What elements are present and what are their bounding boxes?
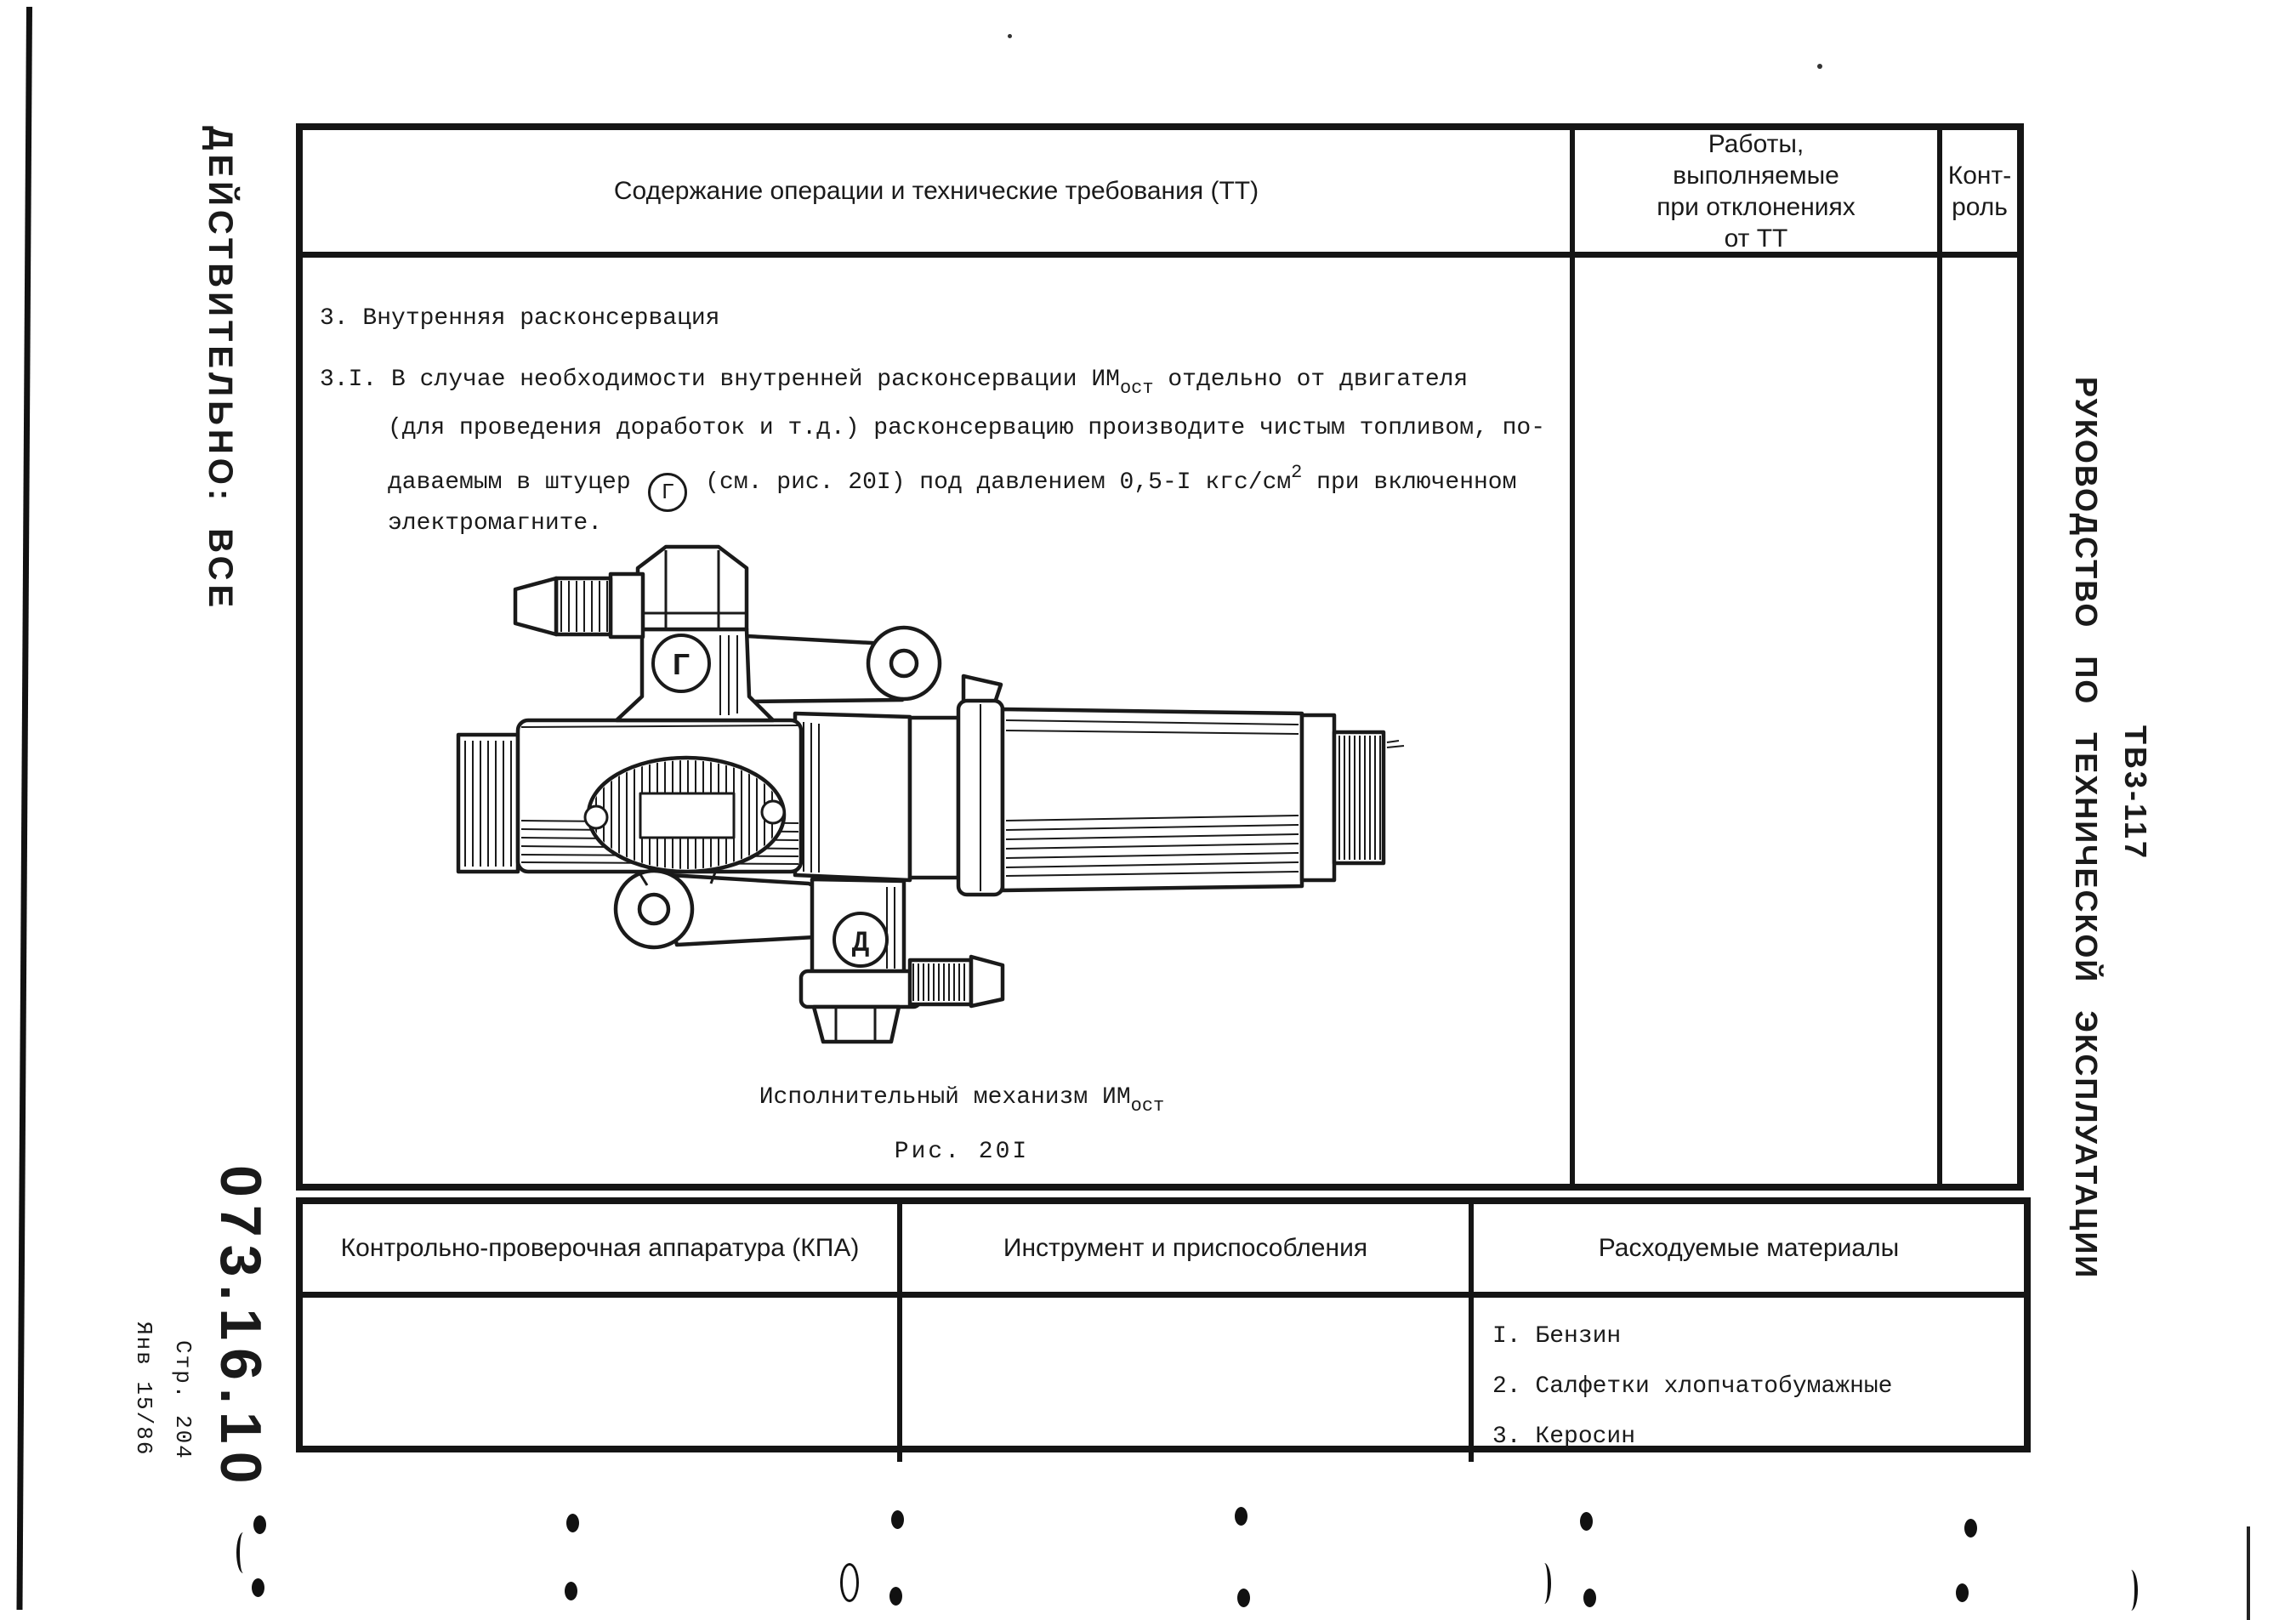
scan-speck — [1817, 64, 1822, 69]
scan-edge-line — [16, 7, 32, 1610]
deviations-line3: при отклонениях — [1657, 192, 1856, 221]
port-label-g: Г — [672, 649, 691, 684]
figure-caption-subscript: ост — [1130, 1095, 1165, 1117]
registration-dot — [566, 1514, 579, 1532]
registration-dot — [1964, 1519, 1977, 1538]
registration-dot — [891, 1510, 904, 1529]
kpa-cell-empty — [303, 1298, 902, 1462]
col-header-deviations — [1575, 130, 1942, 258]
fitting-g-reference: Г — [648, 473, 687, 512]
col-header-control — [1942, 130, 2017, 258]
scan-speck — [1008, 34, 1012, 38]
engine-model: ТВ3-117 — [2118, 725, 2153, 861]
port-label-d: Д — [851, 928, 870, 960]
registration-dot — [1580, 1512, 1593, 1531]
bottom-table — [296, 1197, 2031, 1452]
col-header-operations-text: Содержание операции и технические требования (ТТ) — [613, 177, 1259, 205]
deviations-line2: выполняемые — [1673, 161, 1839, 190]
tools-cell-empty — [902, 1298, 1474, 1462]
registration-dot — [1583, 1589, 1596, 1607]
para-l1-post: отдельно от двигателя — [1153, 367, 1469, 393]
scan-mark — [840, 1563, 859, 1602]
deviations-line4: от ТТ — [1724, 224, 1788, 253]
col-header-kpa: Контрольно-проверочная аппаратура (КПА) — [303, 1204, 902, 1298]
control-cell-empty — [1942, 258, 2017, 1184]
operations-cell — [303, 258, 1575, 1184]
materials-cell — [1474, 1298, 2024, 1462]
registration-dot — [252, 1578, 264, 1597]
material-item-1: I. Бензин — [1492, 1323, 1622, 1350]
main-table — [296, 123, 2024, 1191]
chapter-number: 073.16.10 — [208, 1165, 273, 1492]
page-reference: Стр. 204 — [170, 1340, 196, 1460]
deviations-cell-empty — [1575, 258, 1942, 1184]
col-header-materials: Расходуемые материалы — [1474, 1204, 2024, 1298]
figure-caption — [558, 1084, 1366, 1117]
registration-dot — [1235, 1507, 1247, 1526]
registration-dot — [1956, 1583, 1969, 1602]
col-header-operations — [303, 130, 1575, 258]
actuator-drawing — [443, 538, 1412, 1059]
date-reference: Янв 15/86 — [131, 1322, 156, 1457]
para-l1-pre: 3.I. В случае необходимости внутренней расконсервации ИМ — [320, 367, 1120, 393]
paragraph-line-3 — [388, 462, 1516, 512]
paragraph-line-4: электромагните. — [388, 510, 603, 537]
para-l3-mid: (см. рис. 20I) под давлением 0,5-I кгс/см — [691, 469, 1292, 496]
control-line2: роль — [1952, 192, 2008, 221]
scan-mark — [2247, 1526, 2250, 1620]
para-l3-superscript: 2 — [1291, 462, 1303, 483]
para-l3-post: при включенном — [1302, 469, 1517, 496]
para-l1-subscript: ост — [1119, 378, 1154, 399]
figure-number: Рис. 20I — [894, 1139, 1030, 1165]
para-l3-pre: даваемым в штуцер — [388, 469, 645, 496]
registration-dot — [1237, 1589, 1250, 1607]
col-header-tools: Инструмент и приспособления — [902, 1204, 1474, 1298]
registration-dot — [565, 1582, 577, 1600]
actuator-figure — [443, 538, 1412, 1059]
material-item-3: 3. Керосин — [1492, 1424, 1636, 1450]
control-line1: Конт- — [1947, 161, 2012, 190]
registration-dot — [889, 1587, 902, 1606]
deviations-line1: Работы, — [1708, 129, 1804, 158]
scan-mark — [236, 1532, 250, 1573]
manual-title: РУКОВОДСТВО ПО ТЕХНИЧЕСКОЙ ЭКСПЛУАТАЦИИ — [2069, 377, 2104, 1280]
figure-caption-text: Исполнительный механизм ИМ — [759, 1084, 1131, 1111]
section-heading: 3. Внутренняя расконсервация — [320, 305, 720, 332]
material-item-2: 2. Салфетки хлопчатобумажные — [1492, 1373, 1893, 1400]
paragraph-line-2: (для проведения доработок и т.д.) расконсервацию производите чистым топливом, по- — [388, 415, 1546, 441]
scan-mark — [2124, 1570, 2138, 1611]
validity-note: ДЕЙСТВИТЕЛЬНО: ВСЕ — [202, 126, 239, 612]
paragraph-line-1 — [320, 367, 1468, 399]
registration-dot — [253, 1515, 266, 1534]
scan-mark — [1537, 1563, 1551, 1604]
